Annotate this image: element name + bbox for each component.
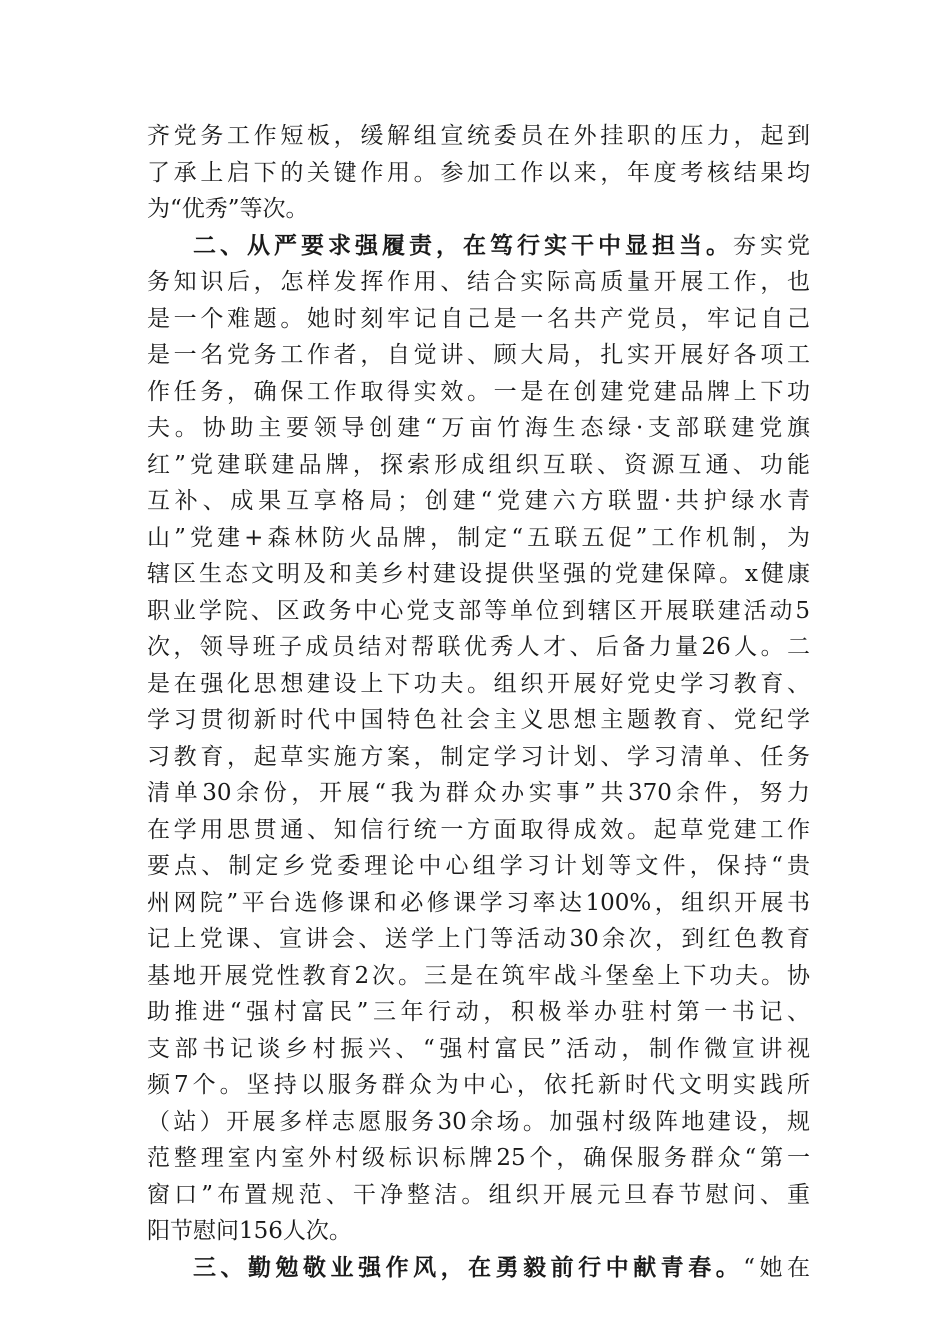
text-line: 夫。协助主要领导创建“万亩竹海生态绿·支部联建党旗 [147, 415, 810, 441]
text-line: 窗口”布置规范、干净整洁。组织开展元旦春节慰问、重 [147, 1181, 810, 1208]
text-line: 务知识后，怎样发挥作用、结合实际高质量开展工作，也 [147, 269, 810, 295]
text-line: 支部书记谈乡村振兴、“强村富民”活动，制作微宣讲视 [147, 1035, 810, 1062]
text-line: 范整理室内室外村级标识标牌25个，确保服务群众“第一 [147, 1145, 810, 1171]
text-line: 作任务，确保工作取得实效。一是在创建党建品牌上下功 [147, 378, 810, 405]
text-line: （站）开展多样志愿服务30余场。加强村级阵地建设，规 [147, 1108, 810, 1135]
text-line: 辖区生态文明及和美乡村建设提供坚强的党建保障。x健康 [147, 561, 810, 587]
text-line: 习教育，起草实施方案，制定学习计划、学习清单、任务 [147, 743, 810, 770]
text-line: 了承上启下的关键作用。参加工作以来，年度考核结果均 [147, 159, 810, 186]
section-heading: 二、从严要求强履责，在笃行实干中显担当。 [193, 231, 733, 259]
section-heading-line: 三、勤勉敬业强作风，在勇毅前行中献青春。“她在 [193, 1253, 810, 1281]
text-line: 职业学院、区政务中心党支部等单位到辖区开展联建活动5 [147, 597, 810, 624]
text-line: 是一名党务工作者，自觉讲、顾大局，扎实开展好各项工 [147, 342, 810, 368]
text-line: 在学用思贯通、知信行统一方面取得成效。起草党建工作 [147, 816, 810, 843]
text-line: 记上党课、宣讲会、送学上门等活动30余次，到红色教育 [147, 926, 810, 952]
section-heading: 三、勤勉敬业强作风，在勇毅前行中献青春。 [193, 1253, 744, 1281]
text-line: 次，领导班子成员结对帮联优秀人才、后备力量26人。二 [147, 634, 810, 660]
text-line: 是一个难题。她时刻牢记自己是一名共产党员，牢记自己 [147, 305, 810, 332]
text-line: 学习贯彻新时代中国特色社会主义思想主题教育、党纪学 [147, 707, 810, 733]
text-line: 州网院”平台选修课和必修课学习率达100%，组织开展书 [147, 889, 810, 916]
text-line: 齐党务工作短板，缓解组宣统委员在外挂职的压力，起到 [147, 123, 810, 149]
text-line: 频7个。坚持以服务群众为中心，依托新时代文明实践所 [147, 1072, 810, 1098]
text-line: 阳节慰问156人次。 [147, 1218, 352, 1244]
text-line: 清单30余份，开展“我为群众办实事”共370余件，努力 [147, 780, 810, 806]
text-line: 助推进“强村富民”三年行动，积极举办驻村第一书记、 [147, 999, 810, 1025]
section-heading-line: 二、从严要求强履责，在笃行实干中显担当。夯实党 [193, 231, 810, 259]
text-line: 基地开展党性教育2次。三是在筑牢战斗堡垒上下功夫。协 [147, 962, 810, 989]
text-line: 要点、制定乡党委理论中心组学习计划等文件，保持“贵 [147, 853, 810, 879]
body-text [147, 118, 810, 1286]
text-line: 红”党建联建品牌，探索形成组织互联、资源互通、功能 [147, 451, 810, 478]
text-line: 是在强化思想建设上下功夫。组织开展好党史学习教育、 [147, 670, 810, 697]
text-line: 为“优秀”等次。 [147, 196, 309, 222]
text-line: 互补、成果互享格局；创建“党建六方联盟·共护绿水青 [147, 488, 810, 514]
text-line: 山”党建+森林防火品牌，制定“五联五促”工作机制，为 [147, 524, 810, 551]
